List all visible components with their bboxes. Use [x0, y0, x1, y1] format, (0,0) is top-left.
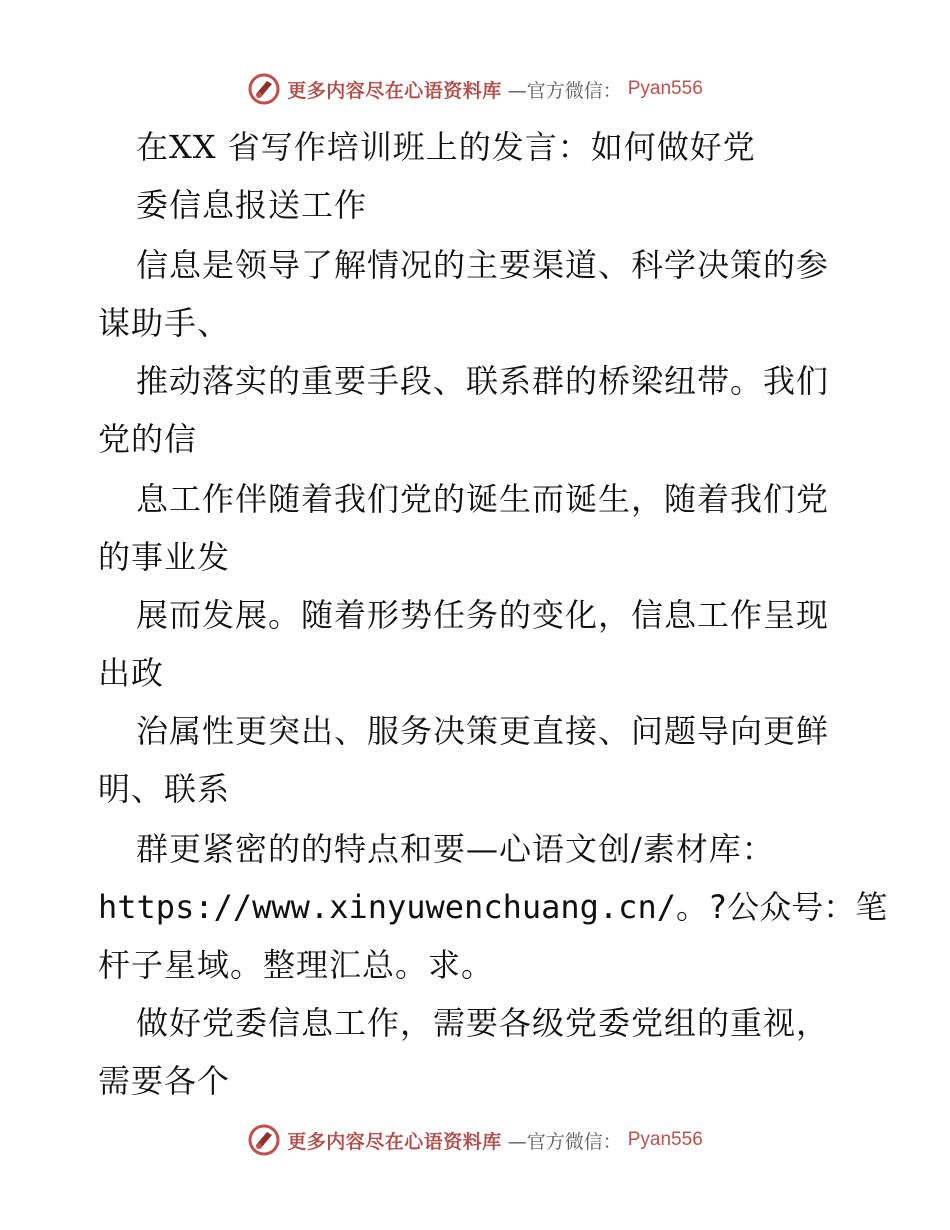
logo-icon	[247, 72, 281, 106]
doc-line-17: 需要各个	[98, 1062, 231, 1100]
doc-line-16: 做好党委信息工作，需要各级党委党组的重视，	[136, 1004, 830, 1042]
header-text-main: 更多内容尽在心语资料库	[287, 79, 502, 102]
doc-line-11: 治属性更突出、服务决策更直接、问题导向更鲜	[136, 712, 830, 750]
doc-line-13: 群更紧密的的特点和要—心语文创/素材库：	[136, 830, 775, 868]
logo-icon	[247, 1123, 281, 1157]
doc-line-12: 明、联系	[98, 770, 231, 808]
doc-line-6: 党的信	[98, 420, 198, 458]
doc-line-5: 推动落实的重要手段、联系群的桥梁纽带。我们	[136, 362, 830, 400]
doc-line-10: 出政	[98, 654, 165, 692]
footer-banner	[0, 1120, 950, 1160]
doc-line-7: 息工作伴随着我们党的诞生而诞生，随着我们党	[136, 480, 830, 518]
header-banner	[0, 69, 950, 109]
doc-line-3: 信息是领导了解情况的主要渠道、科学决策的参	[136, 246, 830, 284]
doc-line-2: 委信息报送工作	[136, 186, 368, 224]
doc-line-8: 的事业发	[98, 538, 231, 576]
doc-line-4: 谋助手、	[98, 304, 231, 342]
header-text-dash: —官方微信：	[507, 79, 622, 102]
doc-line-1: 在XX 省写作培训班上的发言：如何做好党	[136, 128, 756, 166]
header-text-id: Pyan556	[627, 78, 703, 99]
doc-line-15: 杆子星域。整理汇总。求。	[98, 946, 495, 984]
footer-text-dash: —官方微信：	[507, 1130, 622, 1153]
footer-text-id: Pyan556	[627, 1129, 703, 1150]
doc-line-9: 展而发展。随着形势任务的变化，信息工作呈现	[136, 596, 830, 634]
doc-line-14-url: https://www.xinyuwenchuang.cn/。?公众号：笔	[98, 888, 888, 926]
footer-text-main: 更多内容尽在心语资料库	[287, 1130, 502, 1153]
